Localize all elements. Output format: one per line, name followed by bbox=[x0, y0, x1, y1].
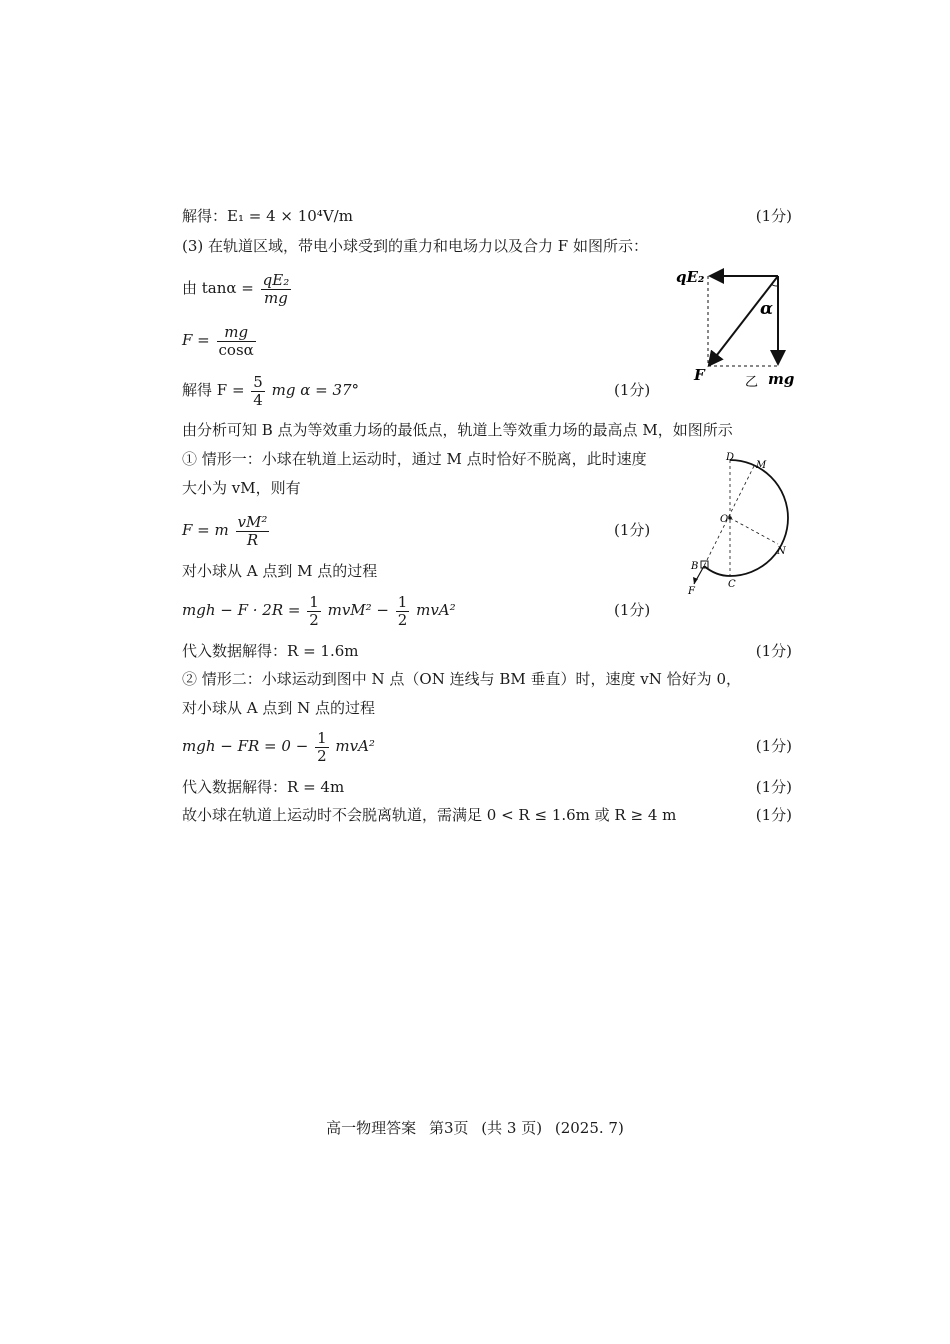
resultant-arrow bbox=[710, 276, 778, 364]
label-qe2: qE₂ bbox=[676, 268, 705, 286]
label-o: O bbox=[720, 514, 729, 525]
half-fraction bbox=[307, 594, 321, 629]
solve-numerator: 5 bbox=[253, 372, 263, 391]
result2-line: 代入数据解得：R = 4m bbox=[182, 778, 345, 796]
half-fraction bbox=[396, 594, 410, 629]
energy-equation-2 bbox=[182, 726, 375, 766]
label-f2: F bbox=[688, 586, 695, 597]
centripetal-fraction bbox=[236, 514, 270, 549]
track-diagram bbox=[682, 448, 794, 598]
label-m: M bbox=[756, 460, 767, 471]
tan-equation bbox=[182, 268, 293, 308]
score-mark: (1分) bbox=[614, 381, 651, 399]
case1-line-b: 大小为 vM，则有 bbox=[182, 479, 301, 497]
track-arc bbox=[730, 460, 788, 576]
half-numerator: 1 bbox=[309, 592, 319, 611]
on-line bbox=[730, 518, 778, 544]
bm-line bbox=[704, 466, 754, 566]
force-fraction bbox=[217, 324, 256, 359]
label-mg: mg bbox=[768, 370, 795, 388]
solve-force bbox=[182, 370, 359, 410]
energy1-lhs: mgh − F · 2R = bbox=[182, 601, 301, 619]
score-mark: (1分) bbox=[755, 806, 792, 824]
conclusion-line: 故小球在轨道上运动时不会脱离轨道，需满足 0 < R ≤ 1.6m 或 R ≥ 4 m bbox=[182, 806, 677, 824]
solution-line-e1: 解得：E₁ = 4 × 10⁴V/m bbox=[182, 207, 353, 225]
score-mark: (1分) bbox=[755, 737, 792, 755]
score-mark: (1分) bbox=[614, 521, 651, 539]
case2-line-a: ② 情形二：小球运动到图中 N 点（ON 连线与 BM 垂直）时，速度 vN 恰好为 0， bbox=[182, 670, 741, 688]
part3-intro: (3) 在轨道区域，带电小球受到的重力和电场力以及合力 F 如图所示： bbox=[182, 237, 648, 255]
label-n: N bbox=[777, 546, 786, 557]
footer-date: (2025. 7) bbox=[554, 1119, 624, 1137]
solve-suffix: mg α = 37° bbox=[271, 381, 360, 399]
centripetal-equation bbox=[182, 510, 271, 550]
force-denominator: cosα bbox=[218, 340, 254, 359]
force-diagram bbox=[672, 262, 802, 392]
process1-line: 对小球从 A 点到 M 点的过程 bbox=[182, 562, 378, 580]
case2-line-b: 对小球从 A 点到 N 点的过程 bbox=[182, 699, 376, 717]
case1-line-a: ① 情形一：小球在轨道上运动时，通过 M 点时恰好不脱离，此时速度 bbox=[182, 450, 647, 468]
label-f: F bbox=[694, 366, 705, 384]
analysis-line: 由分析可知 B 点为等效重力场的最低点，轨道上等效重力场的最高点 M，如图所示 bbox=[182, 421, 733, 439]
score-mark: (1分) bbox=[755, 642, 792, 660]
label-c: C bbox=[728, 579, 736, 590]
page-footer bbox=[0, 1118, 950, 1138]
footer-total: (共 3 页) bbox=[481, 1119, 543, 1137]
energy1-mid: mvM² − bbox=[327, 601, 389, 619]
tan-prefix: 由 tanα = bbox=[182, 279, 254, 297]
score-mark: (1分) bbox=[614, 601, 651, 619]
score-mark: (1分) bbox=[755, 207, 792, 225]
tan-fraction bbox=[261, 272, 292, 307]
center-point bbox=[728, 516, 732, 520]
angle-arc bbox=[771, 284, 778, 286]
label-yi: 乙 bbox=[745, 375, 759, 390]
half-numerator: 1 bbox=[317, 728, 327, 747]
centripetal-denominator: R bbox=[246, 530, 259, 549]
energy-equation-1 bbox=[182, 590, 456, 630]
footer-title: 高一物理答案 bbox=[326, 1119, 417, 1137]
half-denominator: 2 bbox=[397, 610, 408, 629]
solve-denominator: 4 bbox=[253, 390, 263, 409]
half-fraction bbox=[315, 730, 329, 765]
energy2-tail: mvA² bbox=[335, 737, 375, 755]
force-lhs: F = bbox=[182, 331, 210, 349]
half-denominator: 2 bbox=[317, 746, 327, 765]
centripetal-lhs: F = m bbox=[182, 521, 229, 539]
energy2-lhs: mgh − FR = 0 − bbox=[182, 737, 309, 755]
energy1-tail: mvA² bbox=[416, 601, 456, 619]
label-alpha: α bbox=[760, 299, 774, 319]
solve-fraction bbox=[251, 374, 265, 409]
force-numerator: mg bbox=[217, 324, 256, 342]
tan-numerator: qE₂ bbox=[262, 270, 290, 289]
half-numerator: 1 bbox=[397, 592, 408, 611]
score-mark: (1分) bbox=[755, 778, 792, 796]
footer-page: 第3页 bbox=[428, 1119, 469, 1137]
solve-prefix: 解得 F = bbox=[182, 381, 245, 399]
tan-denominator: mg bbox=[264, 288, 288, 307]
force-equation bbox=[182, 320, 258, 360]
centripetal-numerator: vM² bbox=[237, 512, 268, 531]
result1-line: 代入数据解得：R = 1.6m bbox=[182, 642, 359, 660]
label-d: D bbox=[726, 452, 735, 463]
label-b: B bbox=[691, 561, 699, 572]
half-denominator: 2 bbox=[309, 610, 319, 629]
